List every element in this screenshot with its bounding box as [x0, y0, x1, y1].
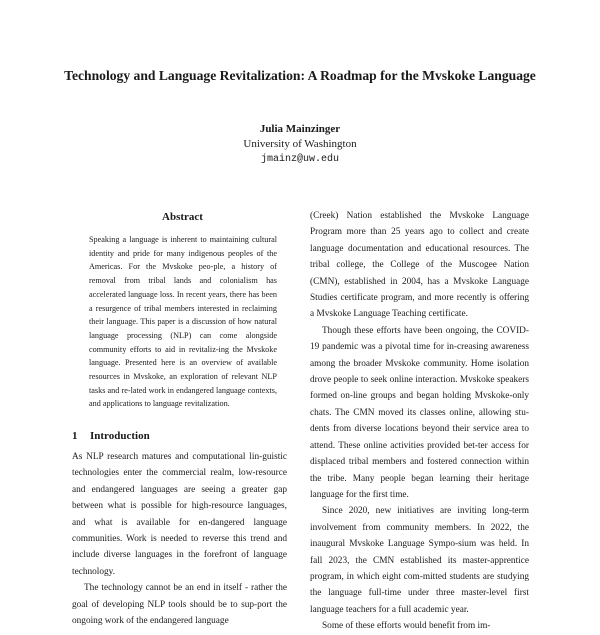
section-title: Introduction	[90, 430, 150, 442]
body-paragraph: Since 2020, new initiatives are inviting long-term involvement from community members. In 2022, the inaugural Mvskoke Language Sympo-sium was held. In fall 2023, the CMN established its master-apprentice program, in which eight com-mitted students are studying the language full-time under three master-level first language teachers for a full academic year.	[310, 506, 529, 615]
intro-paragraph: As NLP research matures and computational lin-guistic technologies enter the commercial realm, low-resource and endangered languages are seeing a greater gap between what is possible for high-resource languages, and what is available for en-dangered language communities. Work is needed to reverse this trend and include diverse languages in the forefront of language technology.	[72, 452, 287, 577]
left-column-body	[72, 449, 287, 629]
body-paragraph: Some of these efforts would benefit from im-	[322, 621, 491, 632]
author-name: Julia Mainzinger	[259, 123, 341, 135]
body-paragraph: (Creek) Nation established the Mvskoke Language Program more than 25 years ago to collect and create language documentation and educational resources. The tribal college, the College of the Muscogee Nation (CMN), established in 2004, has a Mvskoke Language Studies certificate program, and more recently is offering a Mvskoke Language Teaching certificate.	[310, 211, 529, 320]
author-email[interactable]: jmainz@uw.edu	[260, 154, 339, 165]
section-number: 1	[72, 430, 78, 442]
author-block	[150, 122, 450, 167]
section-heading-introduction	[72, 430, 287, 442]
abstract-text: Speaking a language is inherent to maintaining cultural identity and pride for many indigenous peoples of the Americas. For the Mvskoke peo-ple, a history of removal from tribal lands and colonialism has accelerated language loss. In recent years, there has been a resurgence of tribal members interested in reclaiming their language. This paper is a discussion of how natural language processing (NLP) can come alongside community efforts to aid in revitaliz-ing the Mvskoke language. Presented here is an overview of available resources in Mvskoke, an exploration of relevant NLP tasks and re-lated work in endangered language contexts, and applications to language revitalization.	[89, 235, 277, 409]
abstract-heading: Abstract	[162, 211, 203, 223]
paper-title: Technology and Language Revitalization: A Roadmap for the Mvskoke Language	[64, 68, 536, 83]
author-affiliation: University of Washington	[243, 138, 357, 150]
intro-paragraph: The technology cannot be an end in itself - rather the goal of developing NLP tools should be to sup-port the ongoing work of the endangered language	[72, 583, 287, 627]
body-paragraph: Though these efforts have been ongoing, the COVID-19 pandemic was a pivotal time for in-creasing awareness among the broader Mvskoke community. Home isolation drove people to seek online interaction. Mvskoke speakers formed on-line groups and began holding Mvskoke-only chats. The CMN moved its classes online, allowing stu-dents from diverse locations beyond their service area to attend. These online activities provided bet-ter access for displaced tribal members and fostered connection within the tribe. Many people began learning their heritage language for the first time.	[310, 325, 529, 500]
right-column-body	[310, 208, 529, 635]
